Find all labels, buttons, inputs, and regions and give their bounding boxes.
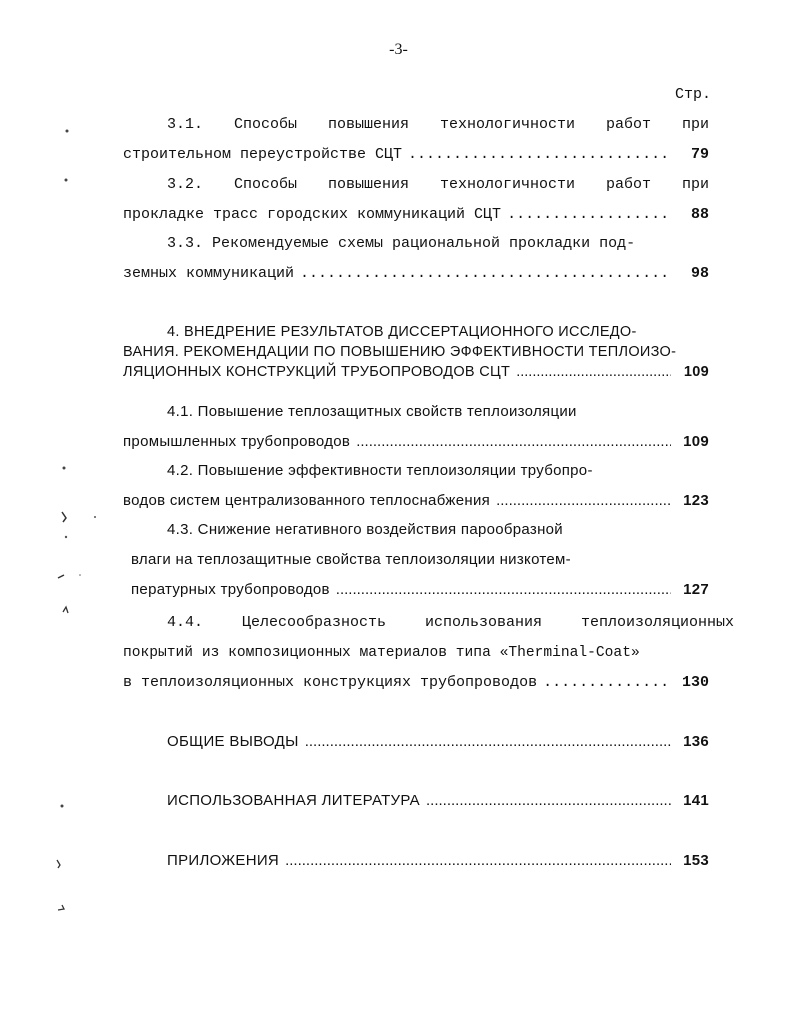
scan-speck (58, 905, 64, 910)
toc-entry-appendices: ПРИЛОЖЕНИЯ ..... 153 (167, 851, 709, 871)
toc-entry-4-4-line-3: в теплоизоляционных конструкциях трубопроводов ..... 130 (123, 673, 709, 693)
scan-speck (62, 512, 66, 522)
scan-speck (58, 575, 64, 578)
toc-entry-4-2-line-1: 4.2. Повышение эффективности теплоизоляции трубопро- (167, 462, 593, 479)
page-ref: 79 (690, 146, 709, 163)
scan-speck (57, 860, 60, 868)
scan-speck (63, 467, 66, 470)
toc-entry-4-4-line-1: 4.4. Целесообразность использования теплоизоляционных (167, 614, 734, 631)
toc-chapter-4-line-3: ЛЯЦИОННЫХ КОНСТРУКЦИЙ ТРУБОПРОВОДОВ СЦТ ..... 109 (123, 362, 709, 382)
page-ref: 109 (683, 433, 709, 450)
page-ref: 153 (683, 852, 709, 869)
page-number: -3- (389, 41, 408, 58)
page-ref: 127 (683, 581, 709, 598)
page-ref: 123 (683, 492, 709, 509)
toc-entry-4-4-line-2: покрытий из композиционных материалов типа «Therminal-Coat» (123, 645, 640, 661)
toc-entry-4-3-line-2: влаги на теплозащитные свойства теплоизоляции низкотем- (131, 551, 571, 568)
toc-chapter-4-line-2: ВАНИЯ. РЕКОМЕНДАЦИИ ПО ПОВЫШЕНИЮ ЭФФЕКТИВНОСТИ ТЕПЛОИЗО- (123, 344, 677, 360)
scan-speck (94, 516, 96, 518)
toc-entry-4-1-line-2: промышленных трубопроводов ..... 109 (123, 432, 709, 452)
toc-entry-3-2-line-1: 3.2. Способы повышения технологичности работ при (167, 176, 709, 193)
scan-speck (63, 607, 68, 613)
page-column-label: Стр. (675, 86, 712, 103)
toc-entry-4-3-line-3: пературных трубопроводов ..... 127 (131, 580, 709, 600)
scan-speck (61, 805, 64, 808)
toc-entry-4-2-line-2: водов систем централизованного теплоснабжения ..... 123 (123, 491, 709, 511)
toc-entry-3-1-line-1: 3.1. Способы повышения технологичности работ при (167, 116, 709, 133)
page-ref: 109 (683, 364, 709, 380)
page-ref: 136 (683, 733, 709, 750)
page-ref: 141 (683, 792, 709, 809)
toc-entry-3-2-line-2: прокладке трасс городских коммуникаций СЦТ ..... 88 (123, 205, 709, 225)
toc-entry-3-3-line-2: земных коммуникаций ..... 98 (123, 264, 709, 284)
scan-speck (65, 179, 68, 182)
scan-speck (79, 574, 81, 576)
page-ref: 130 (681, 674, 709, 691)
scan-speck (65, 536, 67, 538)
toc-chapter-4-line-1: 4. ВНЕДРЕНИЕ РЕЗУЛЬТАТОВ ДИССЕРТАЦИОННОГО ИССЛЕДО- (167, 324, 637, 340)
toc-entry-conclusions: ОБЩИЕ ВЫВОДЫ ..... 136 (167, 732, 709, 752)
scan-speck (66, 130, 69, 133)
page-ref: 98 (690, 265, 709, 282)
toc-entry-3-1-line-2: строительном переустройстве СЦТ ..... 79 (123, 145, 709, 165)
toc-entry-4-3-line-1: 4.3. Снижение негативного воздействия парообразной (167, 521, 563, 538)
toc-entry-literature: ИСПОЛЬЗОВАННАЯ ЛИТЕРАТУРА ..... 141 (167, 791, 709, 811)
toc-entry-3-3-line-1: 3.3. Рекомендуемые схемы рациональной прокладки под- (167, 235, 636, 252)
toc-entry-4-1-line-1: 4.1. Повышение теплозащитных свойств теплоизоляции (167, 403, 577, 420)
page-ref: 88 (690, 206, 709, 223)
